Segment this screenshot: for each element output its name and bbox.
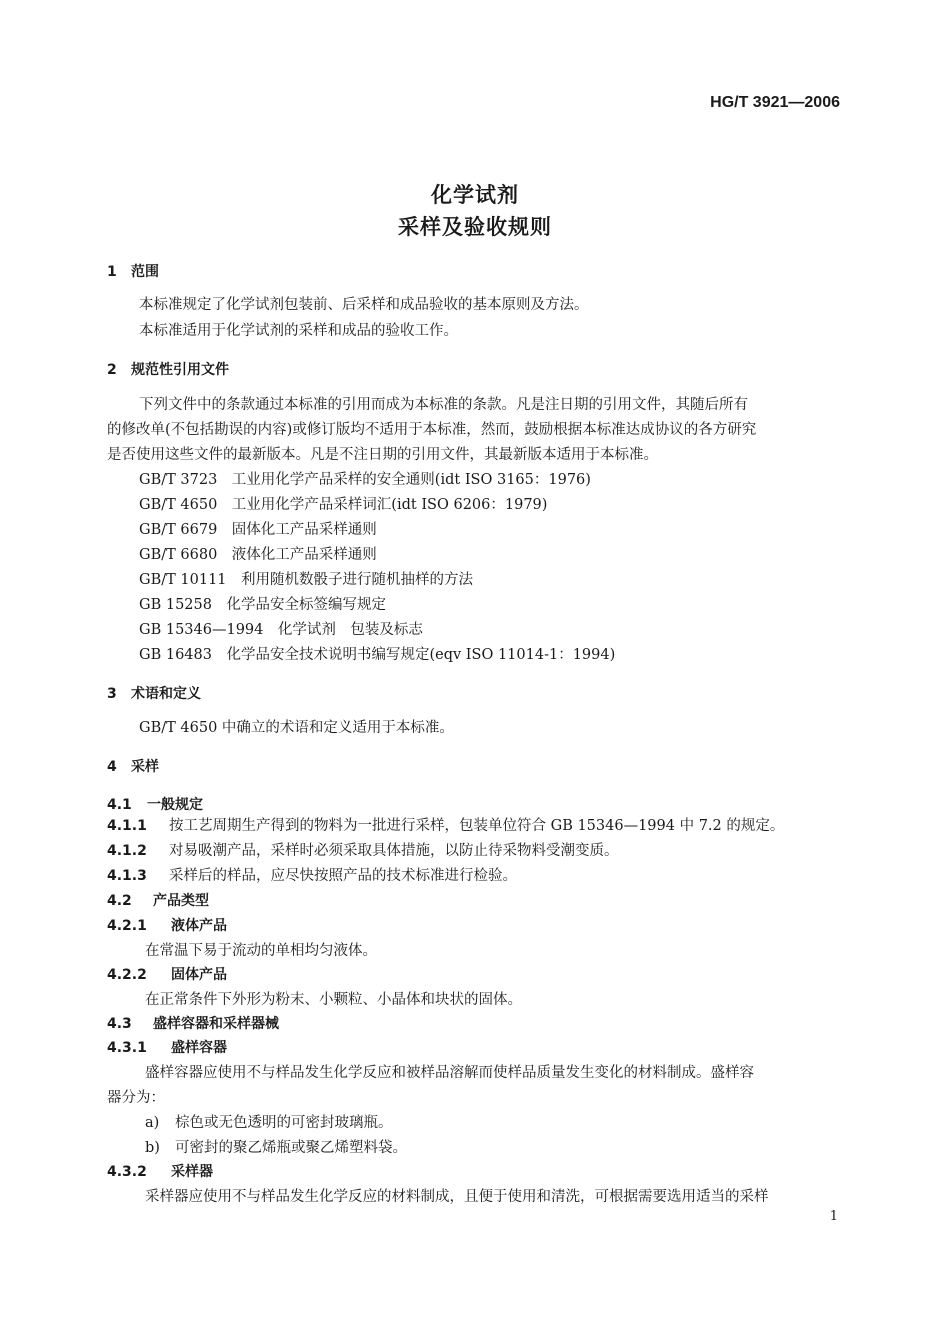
- clause-number: 4.1.3: [107, 868, 147, 884]
- list-label: b): [145, 1140, 160, 1156]
- document-title: 化学试剂: [431, 183, 519, 207]
- clause-heading-4-3-2: [107, 1161, 213, 1181]
- paragraph: 在正常条件下外形为粉末、小颗粒、小晶体和块状的固体。: [145, 992, 522, 1008]
- section-number: 1: [107, 264, 117, 280]
- subsection-heading-4-1: [107, 794, 203, 814]
- section-number: 4.2: [107, 893, 132, 909]
- section-heading-1: [107, 261, 159, 281]
- reference-item: GB/T 6680 液体化工产品采样通则: [139, 547, 377, 563]
- clause-title: 固体产品: [171, 967, 227, 983]
- paragraph-line: 的修改单(不包括勘误的内容)或修订版均不适用于本标准，然而，鼓励根据本标准达成协议的各方研究: [107, 422, 757, 438]
- section-title: 采样: [131, 759, 159, 775]
- section-number: 3: [107, 686, 117, 702]
- paragraph-line: 采样器应使用不与样品发生化学反应的材料制成，且便于使用和清洗，可根据需要选用适当的采样: [145, 1189, 769, 1205]
- section-title: 规范性引用文件: [131, 362, 229, 378]
- paragraph-line: 是否使用这些文件的最新版本。凡是不注日期的引用文件，其最新版本适用于本标准。: [107, 447, 658, 463]
- paragraph: 本标准规定了化学试剂包装前、后采样和成品验收的基本原则及方法。: [139, 297, 589, 313]
- clause-number: 4.3.2: [107, 1164, 147, 1180]
- paragraph: 本标准适用于化学试剂的采样和成品的验收工作。: [139, 323, 458, 339]
- paragraph-line: 盛样容器应使用不与样品发生化学反应和被样品溶解而使样品质量发生变化的材料制成。盛样容: [145, 1065, 754, 1081]
- clause-number: 4.1.1: [107, 818, 147, 834]
- clause-text: 按工艺周期生产得到的物料为一批进行采样，包装单位符合 GB 15346—1994 中 7.2 的规定。: [169, 818, 785, 834]
- clause-number: 4.1.2: [107, 843, 147, 859]
- clause-number: 4.2.1: [107, 918, 147, 934]
- section-title: 术语和定义: [131, 686, 201, 702]
- list-text: 可密封的聚乙烯瓶或聚乙烯塑料袋。: [175, 1140, 407, 1156]
- section-number: 4: [107, 759, 117, 775]
- section-title: 一般规定: [147, 797, 203, 813]
- clause-4-1-1: [107, 814, 784, 835]
- document-subtitle: 采样及验收规则: [398, 215, 552, 239]
- list-label: a): [145, 1115, 160, 1131]
- paragraph: 在常温下易于流动的单相均匀液体。: [145, 943, 377, 959]
- section-heading-4: [107, 756, 159, 776]
- clause-title: 液体产品: [171, 918, 227, 934]
- reference-item: GB/T 4650 工业用化学产品采样词汇(idt ISO 6206：1979): [139, 497, 548, 513]
- clause-heading-4-2-2: [107, 964, 227, 984]
- reference-item: GB/T 3723 工业用化学产品采样的安全通则(idt ISO 3165：1976): [139, 472, 591, 488]
- reference-item: GB/T 10111 利用随机数骰子进行随机抽样的方法: [139, 572, 474, 588]
- reference-item: GB 15346—1994 化学试剂 包装及标志: [139, 622, 423, 638]
- section-title: 范围: [131, 264, 159, 280]
- list-item-a: [145, 1111, 393, 1132]
- section-heading-2: [107, 359, 229, 379]
- section-number: 2: [107, 362, 117, 378]
- paragraph-line: 下列文件中的条款通过本标准的引用而成为本标准的条款。凡是注日期的引用文件，其随后所有: [139, 397, 748, 413]
- clause-heading-4-2-1: [107, 915, 227, 935]
- list-text: 棕色或无色透明的可密封玻璃瓶。: [175, 1115, 393, 1131]
- clause-title: 采样器: [171, 1164, 213, 1180]
- page-number: 1: [829, 1209, 838, 1224]
- reference-item: GB 15258 化学品安全标签编写规定: [139, 597, 386, 613]
- clause-4-1-3: [107, 864, 517, 885]
- subsection-heading-4-2: [107, 890, 209, 910]
- section-title: 盛样容器和采样器械: [153, 1016, 279, 1032]
- clause-4-1-2: [107, 839, 619, 860]
- paragraph: GB/T 4650 中确立的术语和定义适用于本标准。: [139, 720, 454, 736]
- list-item-b: [145, 1136, 407, 1157]
- section-heading-3: [107, 683, 201, 703]
- section-title: 产品类型: [153, 893, 209, 909]
- reference-item: GB/T 6679 固体化工产品采样通则: [139, 522, 377, 538]
- clause-title: 盛样容器: [171, 1040, 227, 1056]
- clause-heading-4-3-1: [107, 1037, 227, 1057]
- clause-text: 对易吸潮产品，采样时必须采取具体措施，以防止待采物料受潮变质。: [169, 843, 619, 859]
- clause-text: 采样后的样品，应尽快按照产品的技术标准进行检验。: [169, 868, 517, 884]
- subsection-heading-4-3: [107, 1013, 279, 1033]
- clause-number: 4.2.2: [107, 967, 147, 983]
- clause-number: 4.3.1: [107, 1040, 147, 1056]
- section-number: 4.1: [107, 797, 132, 813]
- section-number: 4.3: [107, 1016, 132, 1032]
- paragraph-line: 器分为：: [107, 1090, 165, 1106]
- reference-item: GB 16483 化学品安全技术说明书编写规定(eqv ISO 11014-1：1994): [139, 647, 616, 663]
- standard-code: HG/T 3921—2006: [710, 94, 840, 111]
